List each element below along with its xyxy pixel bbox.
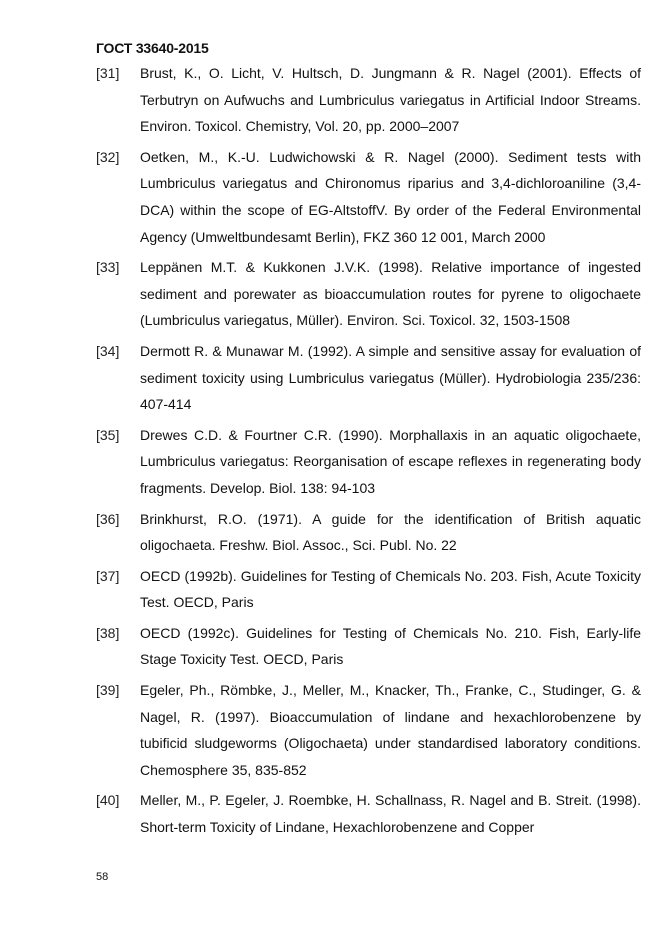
reference-item <box>96 422 641 502</box>
reference-text: Meller, M., P. Egeler, J. Roembke, H. Schallnass, R. Nagel and B. Streit. (1998). Short-term Toxicity of Lindane, Hexachlorobenzene and Copper <box>140 792 641 836</box>
reference-item <box>96 677 641 783</box>
reference-number: [31] <box>96 65 120 81</box>
reference-text: Drewes C.D. & Fourtner C.R. (1990). Morphallaxis in an aquatic oligochaete, Lumbriculus variegatus: Reorganisation of escape reflexes in regenerating body fragments. Develop. Biol. 138: 94-103 <box>140 426 641 496</box>
reference-text: Brust, K., O. Licht, V. Hultsch, D. Jungmann & R. Nagel (2001). Effects of Terbutryn on Aufwuchs and Lumbriculus variegatus in Artificial Indoor Streams. Environ. Toxicol. Chemistry, Vol. 20, pp. 2000–2007 <box>140 65 641 135</box>
reference-text: Dermott R. & Munawar M. (1992). A simple and sensitive assay for evaluation of sediment toxicity using Lumbriculus variegatus (Müller). Hydrobiologia 235/236: 407-414 <box>140 342 641 413</box>
reference-text: Oetken, M., K.-U. Ludwichowski & R. Nagel (2000). Sediment tests with Lumbriculus variegatus and Chironomus riparius and 3,4-dichloroaniline (3,4-DCA) within the scope of EG-AltstoffV. By order of the Federal Environmental Agency (Umweltbundesamt Berlin), FKZ 360 12 001, March 2000 <box>140 148 641 245</box>
reference-item <box>96 563 641 616</box>
reference-text: OECD (1992c). Guidelines for Testing of Chemicals No. 210. Fish, Early-life Stage Toxicity Test. OECD, Paris <box>140 624 641 668</box>
reference-text: Egeler, Ph., Römbke, J., Meller, M., Knacker, Th., Franke, C., Studinger, G. & Nagel, R. (1997). Bioaccumulation of lindane and hexachlorobenzene by tubificid sludgeworms (Oligochaeta) under standardised laboratory conditions. Chemosphere 35, 835-852 <box>140 682 641 778</box>
reference-list <box>96 60 641 845</box>
reference-item <box>96 144 641 250</box>
reference-text: Brinkhurst, R.O. (1971). A guide for the identification of British aquatic oligochaeta. Freshw. Biol. Assoc., Sci. Publ. No. 22 <box>140 510 641 554</box>
reference-number: [40] <box>96 792 120 809</box>
reference-number: [36] <box>96 510 120 527</box>
reference-item <box>96 254 641 334</box>
reference-item <box>96 338 641 418</box>
page-number: 58 <box>96 871 109 883</box>
reference-number: [32] <box>96 148 120 165</box>
reference-number: [34] <box>96 342 120 359</box>
reference-number: [33] <box>96 259 120 276</box>
reference-number: [35] <box>96 426 120 443</box>
reference-item <box>96 620 641 673</box>
reference-text: OECD (1992b). Guidelines for Testing of Chemicals No. 203. Fish, Acute Toxicity Test. OECD, Paris <box>140 567 641 611</box>
reference-text: Leppänen M.T. & Kukkonen J.V.K. (1998). Relative importance of ingested sediment and porewater as bioaccumulation routes for pyrene to oligochaete (Lumbriculus variegatus, Müller). Environ. Sci. Toxicol. 32, 1503-1508 <box>140 259 641 329</box>
document-header: ГОСТ 33640-2015 <box>96 40 209 56</box>
reference-number: [39] <box>96 682 120 699</box>
reference-item <box>96 60 641 140</box>
reference-number: [38] <box>96 624 120 641</box>
reference-number: [37] <box>96 567 120 584</box>
reference-item <box>96 506 641 559</box>
reference-item <box>96 787 641 840</box>
